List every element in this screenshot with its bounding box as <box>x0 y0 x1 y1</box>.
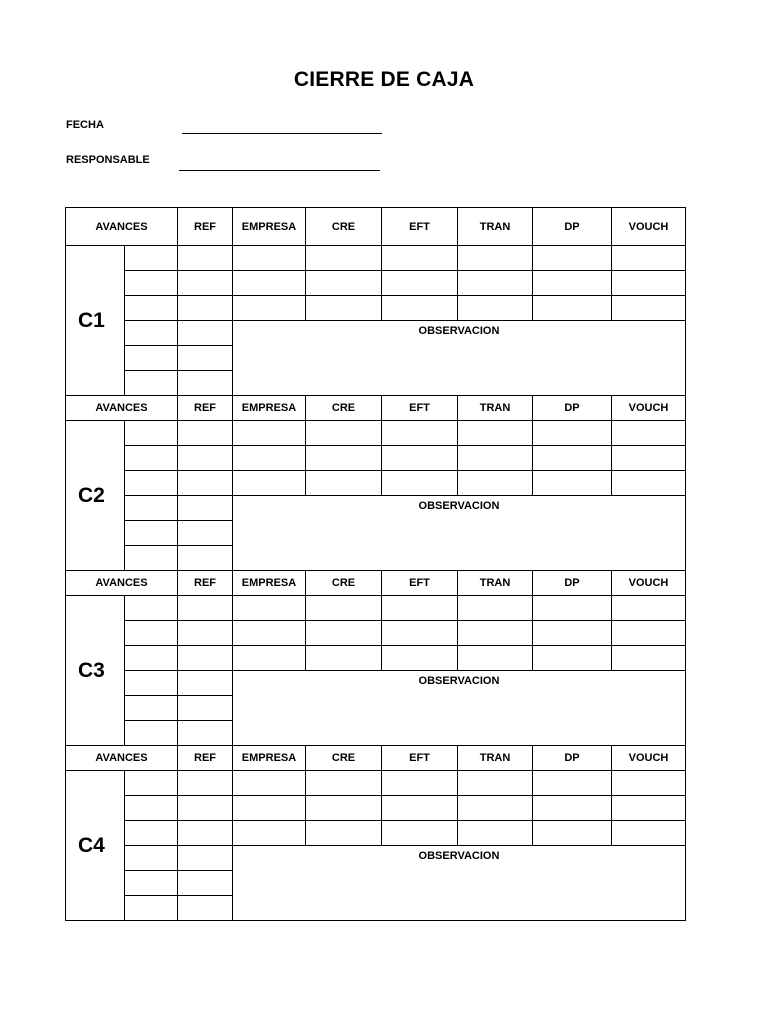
section-label-c4: C4 <box>66 771 125 921</box>
entry-cell[interactable] <box>178 721 233 746</box>
entry-cell[interactable] <box>533 596 612 621</box>
header-row <box>66 208 686 246</box>
entry-cell[interactable] <box>612 646 686 671</box>
entry-cell[interactable] <box>178 696 233 721</box>
table-row <box>66 646 686 671</box>
entry-cell[interactable] <box>458 596 533 621</box>
entry-cell[interactable] <box>125 446 178 471</box>
table-row <box>66 596 686 621</box>
table-row <box>66 671 686 696</box>
column-header-eft: EFT <box>382 746 458 771</box>
entry-cell[interactable] <box>306 471 382 496</box>
entry-cell[interactable] <box>382 596 458 621</box>
entry-cell[interactable] <box>382 796 458 821</box>
entry-cell[interactable] <box>178 471 233 496</box>
entry-cell[interactable] <box>125 246 178 271</box>
entry-cell[interactable] <box>178 896 233 921</box>
entry-cell[interactable] <box>125 321 178 346</box>
entry-cell[interactable] <box>306 646 382 671</box>
entry-cell[interactable] <box>382 471 458 496</box>
entry-cell[interactable] <box>178 596 233 621</box>
entry-cell[interactable] <box>382 771 458 796</box>
entry-cell[interactable] <box>233 471 306 496</box>
column-header-vouch: VOUCH <box>612 396 686 421</box>
entry-cell[interactable] <box>178 546 233 571</box>
entry-cell[interactable] <box>125 671 178 696</box>
entry-cell[interactable] <box>533 421 612 446</box>
column-header-eft: EFT <box>382 571 458 596</box>
table-row <box>66 621 686 646</box>
table-row <box>66 271 686 296</box>
entry-cell[interactable] <box>125 471 178 496</box>
entry-cell[interactable] <box>125 546 178 571</box>
table-row <box>66 471 686 496</box>
entry-cell[interactable] <box>382 271 458 296</box>
entry-cell[interactable] <box>382 446 458 471</box>
entry-cell[interactable] <box>233 621 306 646</box>
header-row <box>66 396 686 421</box>
entry-cell[interactable] <box>125 371 178 396</box>
entry-cell[interactable] <box>612 271 686 296</box>
column-header-avances: AVANCES <box>66 208 178 246</box>
entry-cell[interactable] <box>533 296 612 321</box>
entry-cell[interactable] <box>306 596 382 621</box>
column-header-ref: REF <box>178 208 233 246</box>
entry-cell[interactable] <box>612 821 686 846</box>
column-header-empresa: EMPRESA <box>233 571 306 596</box>
entry-cell[interactable] <box>458 621 533 646</box>
entry-cell[interactable] <box>125 896 178 921</box>
entry-cell[interactable] <box>306 796 382 821</box>
table-row <box>66 296 686 321</box>
entry-cell[interactable] <box>382 821 458 846</box>
entry-cell[interactable] <box>612 471 686 496</box>
entry-cell[interactable] <box>233 296 306 321</box>
column-header-vouch: VOUCH <box>612 571 686 596</box>
cash-closing-table <box>65 207 686 921</box>
entry-cell[interactable] <box>612 771 686 796</box>
entry-cell[interactable] <box>125 646 178 671</box>
entry-cell[interactable] <box>306 421 382 446</box>
entry-cell[interactable] <box>306 446 382 471</box>
entry-cell[interactable] <box>233 821 306 846</box>
entry-cell[interactable] <box>178 771 233 796</box>
entry-cell[interactable] <box>178 421 233 446</box>
column-header-cre: CRE <box>306 208 382 246</box>
entry-cell[interactable] <box>178 871 233 896</box>
entry-cell[interactable] <box>125 871 178 896</box>
column-header-tran: TRAN <box>458 396 533 421</box>
entry-cell[interactable] <box>125 346 178 371</box>
column-header-avances: AVANCES <box>66 746 178 771</box>
entry-cell[interactable] <box>306 821 382 846</box>
column-header-ref: REF <box>178 396 233 421</box>
entry-cell[interactable] <box>125 621 178 646</box>
page-title: CIERRE DE CAJA <box>293 68 475 91</box>
column-header-cre: CRE <box>306 571 382 596</box>
header-row <box>66 746 686 771</box>
entry-cell[interactable] <box>178 496 233 521</box>
entry-cell[interactable] <box>125 271 178 296</box>
entry-cell[interactable] <box>233 271 306 296</box>
entry-cell[interactable] <box>125 496 178 521</box>
entry-cell[interactable] <box>382 296 458 321</box>
table-row <box>66 421 686 446</box>
entry-cell[interactable] <box>125 596 178 621</box>
table-row <box>66 771 686 796</box>
entry-cell[interactable] <box>612 421 686 446</box>
entry-cell[interactable] <box>233 246 306 271</box>
section-label-c2: C2 <box>66 421 125 571</box>
entry-cell[interactable] <box>125 771 178 796</box>
entry-cell[interactable] <box>233 771 306 796</box>
entry-cell[interactable] <box>612 621 686 646</box>
column-header-empresa: EMPRESA <box>233 396 306 421</box>
column-header-dp: DP <box>533 396 612 421</box>
column-header-eft: EFT <box>382 208 458 246</box>
column-header-eft: EFT <box>382 396 458 421</box>
entry-cell[interactable] <box>533 446 612 471</box>
entry-cell[interactable] <box>178 346 233 371</box>
column-header-empresa: EMPRESA <box>233 746 306 771</box>
entry-cell[interactable] <box>612 246 686 271</box>
entry-cell[interactable] <box>125 721 178 746</box>
entry-cell[interactable] <box>533 646 612 671</box>
observacion-area[interactable]: OBSERVACION <box>233 496 686 571</box>
entry-cell[interactable] <box>125 846 178 871</box>
entry-cell[interactable] <box>458 471 533 496</box>
table-row <box>66 796 686 821</box>
entry-cell[interactable] <box>612 596 686 621</box>
entry-cell[interactable] <box>382 646 458 671</box>
column-header-dp: DP <box>533 746 612 771</box>
table-row <box>66 496 686 521</box>
entry-cell[interactable] <box>306 771 382 796</box>
entry-cell[interactable] <box>533 821 612 846</box>
entry-cell[interactable] <box>178 671 233 696</box>
column-header-tran: TRAN <box>458 571 533 596</box>
entry-cell[interactable] <box>125 521 178 546</box>
observacion-area[interactable]: OBSERVACION <box>233 846 686 921</box>
entry-cell[interactable] <box>533 771 612 796</box>
column-header-dp: DP <box>533 208 612 246</box>
responsable-field[interactable] <box>179 170 380 171</box>
column-header-cre: CRE <box>306 746 382 771</box>
entry-cell[interactable] <box>458 646 533 671</box>
entry-cell[interactable] <box>178 796 233 821</box>
column-header-tran: TRAN <box>458 208 533 246</box>
entry-cell[interactable] <box>178 446 233 471</box>
entry-cell[interactable] <box>458 796 533 821</box>
column-header-ref: REF <box>178 746 233 771</box>
entry-cell[interactable] <box>178 321 233 346</box>
entry-cell[interactable] <box>233 446 306 471</box>
section-label-c3: C3 <box>66 596 125 746</box>
entry-cell[interactable] <box>458 421 533 446</box>
entry-cell[interactable] <box>458 246 533 271</box>
fecha-label: FECHA <box>66 119 104 131</box>
entry-cell[interactable] <box>233 796 306 821</box>
entry-cell[interactable] <box>382 246 458 271</box>
column-header-ref: REF <box>178 571 233 596</box>
entry-cell[interactable] <box>178 821 233 846</box>
entry-cell[interactable] <box>306 296 382 321</box>
fecha-field[interactable] <box>182 133 382 134</box>
header-row <box>66 571 686 596</box>
entry-cell[interactable] <box>233 421 306 446</box>
entry-cell[interactable] <box>533 471 612 496</box>
table-row <box>66 446 686 471</box>
entry-cell[interactable] <box>125 796 178 821</box>
entry-cell[interactable] <box>306 246 382 271</box>
entry-cell[interactable] <box>178 271 233 296</box>
entry-cell[interactable] <box>458 271 533 296</box>
entry-cell[interactable] <box>178 371 233 396</box>
entry-cell[interactable] <box>458 296 533 321</box>
entry-cell[interactable] <box>178 246 233 271</box>
entry-cell[interactable] <box>306 621 382 646</box>
column-header-avances: AVANCES <box>66 396 178 421</box>
column-header-empresa: EMPRESA <box>233 208 306 246</box>
column-header-avances: AVANCES <box>66 571 178 596</box>
entry-cell[interactable] <box>458 821 533 846</box>
entry-cell[interactable] <box>533 796 612 821</box>
table-row <box>66 246 686 271</box>
entry-cell[interactable] <box>178 646 233 671</box>
column-header-dp: DP <box>533 571 612 596</box>
table-row <box>66 321 686 346</box>
entry-cell[interactable] <box>458 446 533 471</box>
entry-cell[interactable] <box>125 421 178 446</box>
entry-cell[interactable] <box>178 521 233 546</box>
entry-cell[interactable] <box>233 646 306 671</box>
table-row <box>66 846 686 871</box>
entry-cell[interactable] <box>125 296 178 321</box>
column-header-cre: CRE <box>306 396 382 421</box>
entry-cell[interactable] <box>612 446 686 471</box>
entry-cell[interactable] <box>178 621 233 646</box>
entry-cell[interactable] <box>612 796 686 821</box>
entry-cell[interactable] <box>458 771 533 796</box>
entry-cell[interactable] <box>533 621 612 646</box>
responsable-label: RESPONSABLE <box>66 154 150 166</box>
entry-cell[interactable] <box>306 271 382 296</box>
entry-cell[interactable] <box>533 246 612 271</box>
entry-cell[interactable] <box>125 821 178 846</box>
observacion-area[interactable]: OBSERVACION <box>233 671 686 746</box>
entry-cell[interactable] <box>178 296 233 321</box>
observacion-area[interactable]: OBSERVACION <box>233 321 686 396</box>
entry-cell[interactable] <box>233 596 306 621</box>
table-row <box>66 821 686 846</box>
section-label-c1: C1 <box>66 246 125 396</box>
entry-cell[interactable] <box>178 846 233 871</box>
entry-cell[interactable] <box>125 696 178 721</box>
entry-cell[interactable] <box>612 296 686 321</box>
entry-cell[interactable] <box>533 271 612 296</box>
column-header-tran: TRAN <box>458 746 533 771</box>
entry-cell[interactable] <box>382 621 458 646</box>
column-header-vouch: VOUCH <box>612 208 686 246</box>
entry-cell[interactable] <box>382 421 458 446</box>
column-header-vouch: VOUCH <box>612 746 686 771</box>
